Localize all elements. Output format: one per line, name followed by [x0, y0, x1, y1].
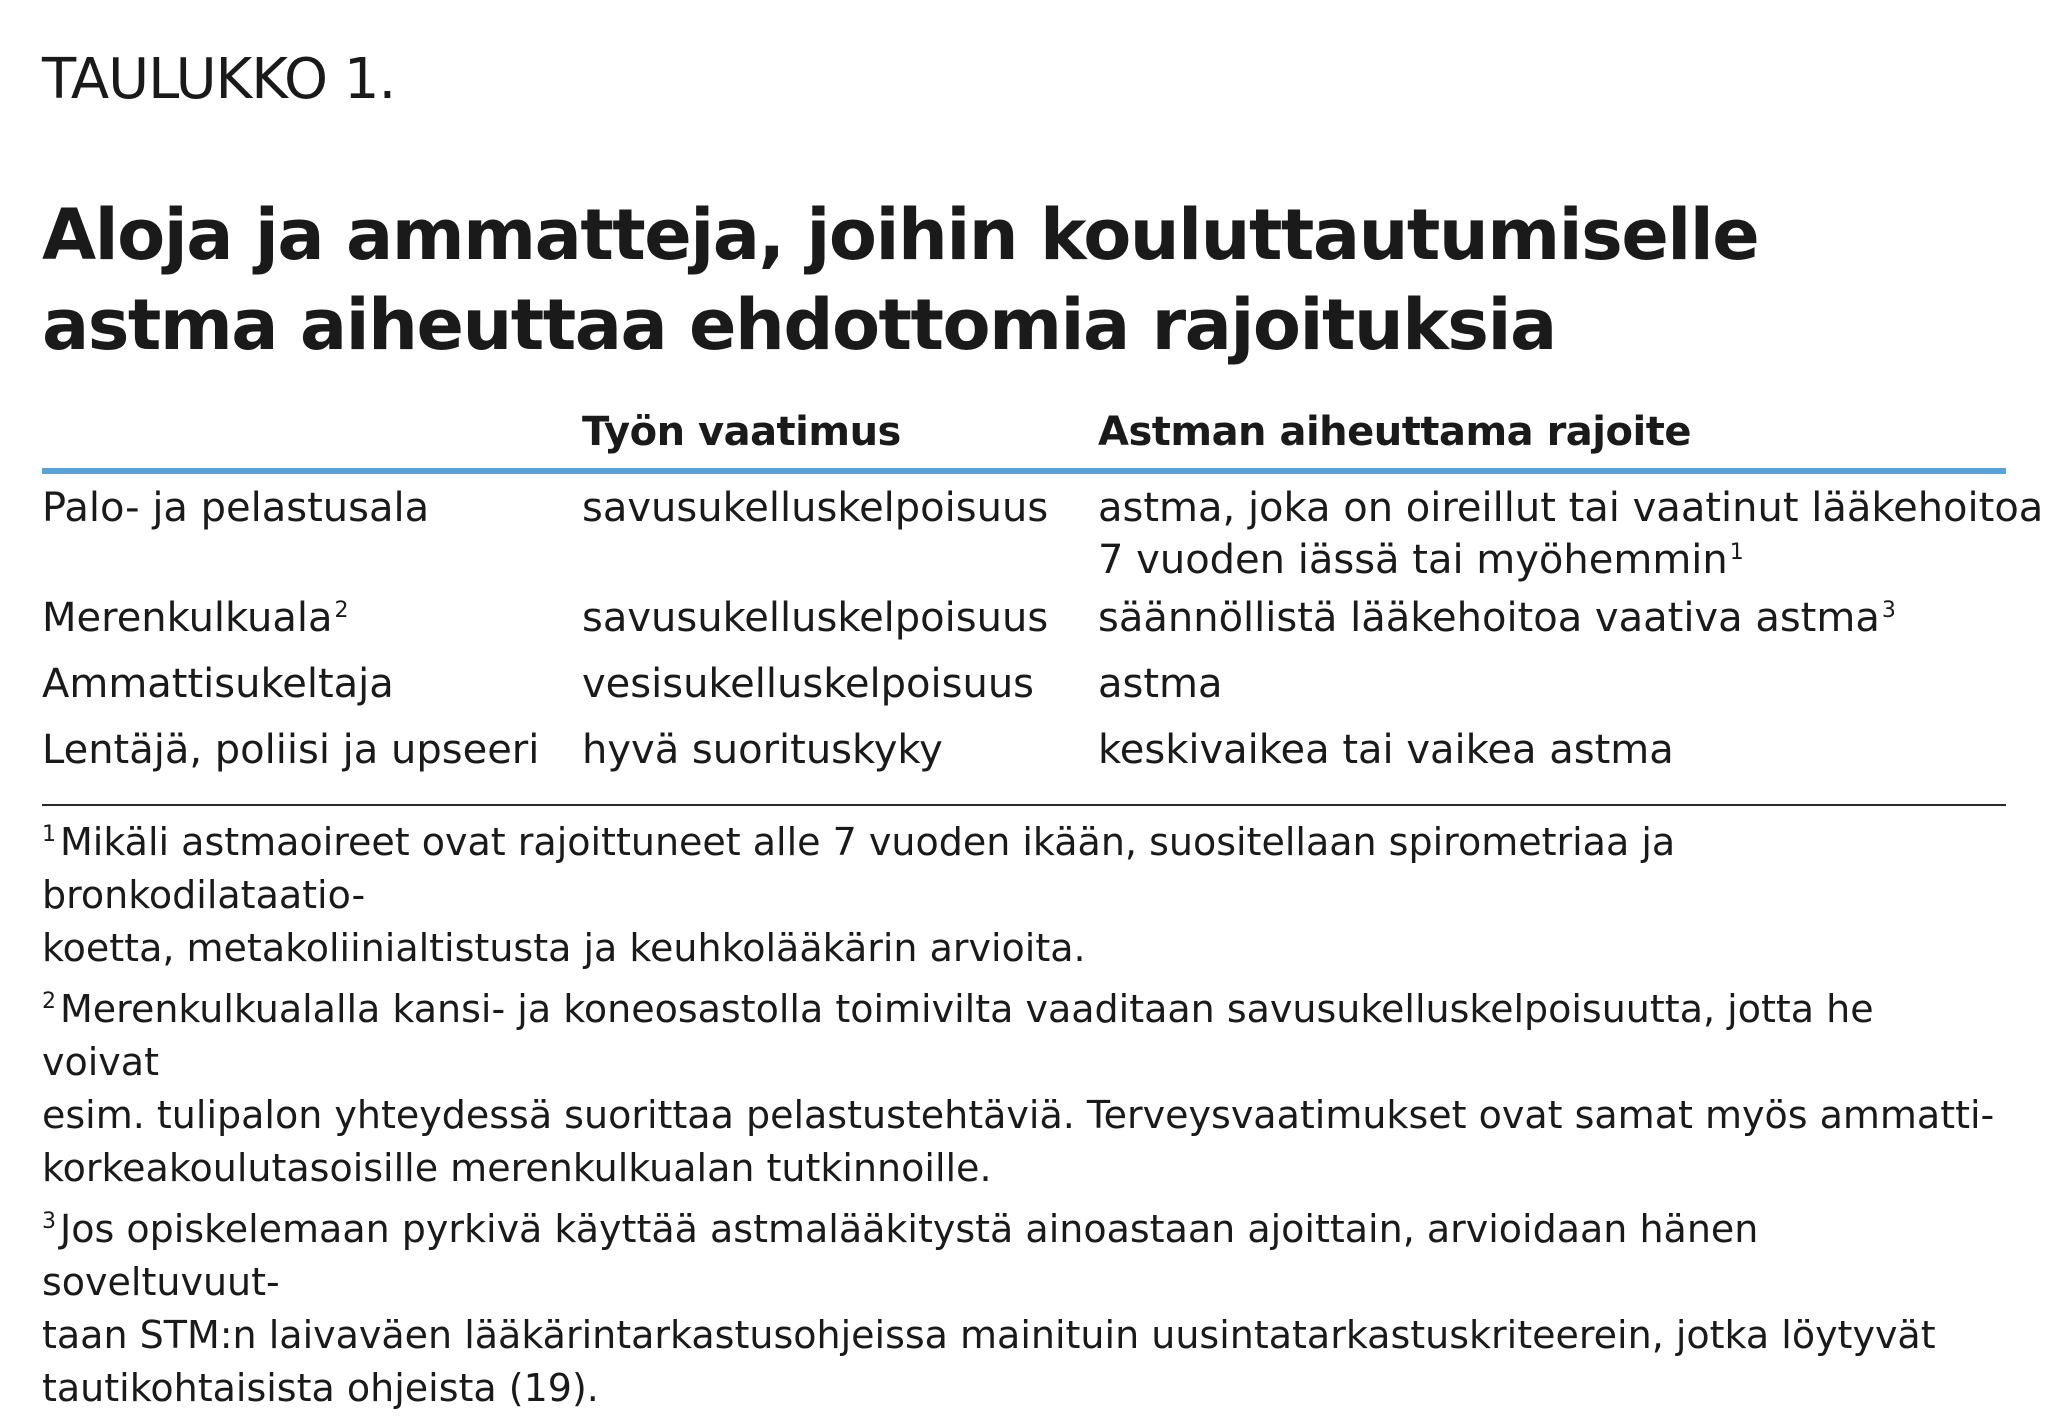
footnote-line: korkeakoulutasoisille merenkulkualan tutkinnoille.	[42, 1146, 992, 1190]
footnote-line: Merenkulkualalla kansi- ja koneosastolla toimivilta vaaditaan savusukelluskelpoisuutta, jotta he voivat	[42, 987, 1874, 1084]
row-restriction: astma	[1098, 661, 1223, 707]
footnote	[42, 1203, 2002, 1415]
row-field	[42, 592, 348, 644]
row-restriction: keskivaikea tai vaikea astma	[1098, 727, 1674, 773]
restriction-text: säännöllistä lääkehoitoa vaativa astma	[1098, 595, 1880, 641]
row-field: Palo- ja pelastusala	[42, 485, 430, 531]
footnote-number: 3	[42, 1209, 56, 1234]
row-restriction	[1098, 482, 2043, 586]
footnotes	[42, 816, 2002, 1423]
row-field: Lentäjä, poliisi ja upseeri	[42, 727, 540, 773]
footnote	[42, 816, 2002, 975]
footnote-number: 2	[42, 989, 56, 1014]
table-bottom-rule	[42, 804, 2006, 806]
footnote-line: esim. tulipalon yhteydessä suorittaa pelastustehtäviä. Terveysvaatimukset ovat samat myös ammatti-	[42, 1093, 1995, 1137]
restrictions-table	[42, 406, 2044, 806]
footnote-line: tautikohtaisista ohjeista (19).	[42, 1366, 599, 1410]
row-requirement: vesisukelluskelpoisuus	[582, 661, 1035, 707]
row-requirement: savusukelluskelpoisuus	[582, 595, 1049, 641]
footnote-number: 1	[42, 822, 56, 847]
footnote-line: koetta, metakoliinialtistusta ja keuhkolääkärin arvioita.	[42, 926, 1086, 970]
footnote-line: taan STM:n laivaväen lääkärintarkastusohjeissa mainituin uusintatarkastuskriteerein, jotka löytyvät	[42, 1313, 1936, 1357]
table-row	[42, 658, 2006, 724]
row-field: Ammattisukeltaja	[42, 661, 394, 707]
footnote-ref: 2	[334, 598, 349, 623]
table-row	[42, 592, 2006, 658]
footnote-line: Jos opiskelemaan pyrkivä käyttää astmalääkitystä ainoastaan ajoittain, arvioidaan hänen soveltuvuut-	[42, 1207, 1759, 1304]
table-label: TAULUKKO 1.	[42, 47, 396, 112]
row-requirement: savusukelluskelpoisuus	[582, 485, 1049, 531]
field-text: Merenkulkuala	[42, 595, 333, 641]
table-row	[42, 724, 2006, 790]
row-requirement: hyvä suorituskyky	[582, 727, 943, 773]
table-row	[42, 474, 2044, 592]
footnote-line: Mikäli astmaoireet ovat rajoittuneet alle 7 vuoden ikään, suositellaan spirometriaa ja bronkodilataatio-	[42, 820, 1676, 917]
restriction-line: 7 vuoden iässä tai myöhemmin	[1098, 537, 1728, 583]
footnote-ref: 3	[1881, 598, 1896, 623]
page-title: Aloja ja ammatteja, joihin kouluttautumiselle astma aiheuttaa ehdottomia rajoituksia	[42, 194, 1759, 366]
restriction-line: astma, joka on oireillut tai vaatinut lääkehoitoa	[1098, 485, 2044, 531]
header-requirement: Työn vaatimus	[582, 409, 901, 455]
header-restriction: Astman aiheuttama rajoite	[1098, 409, 1691, 455]
footnote	[42, 983, 2002, 1195]
table-header-row	[42, 406, 2006, 462]
row-restriction	[1098, 592, 1896, 644]
footnote-ref: 1	[1729, 540, 1744, 565]
